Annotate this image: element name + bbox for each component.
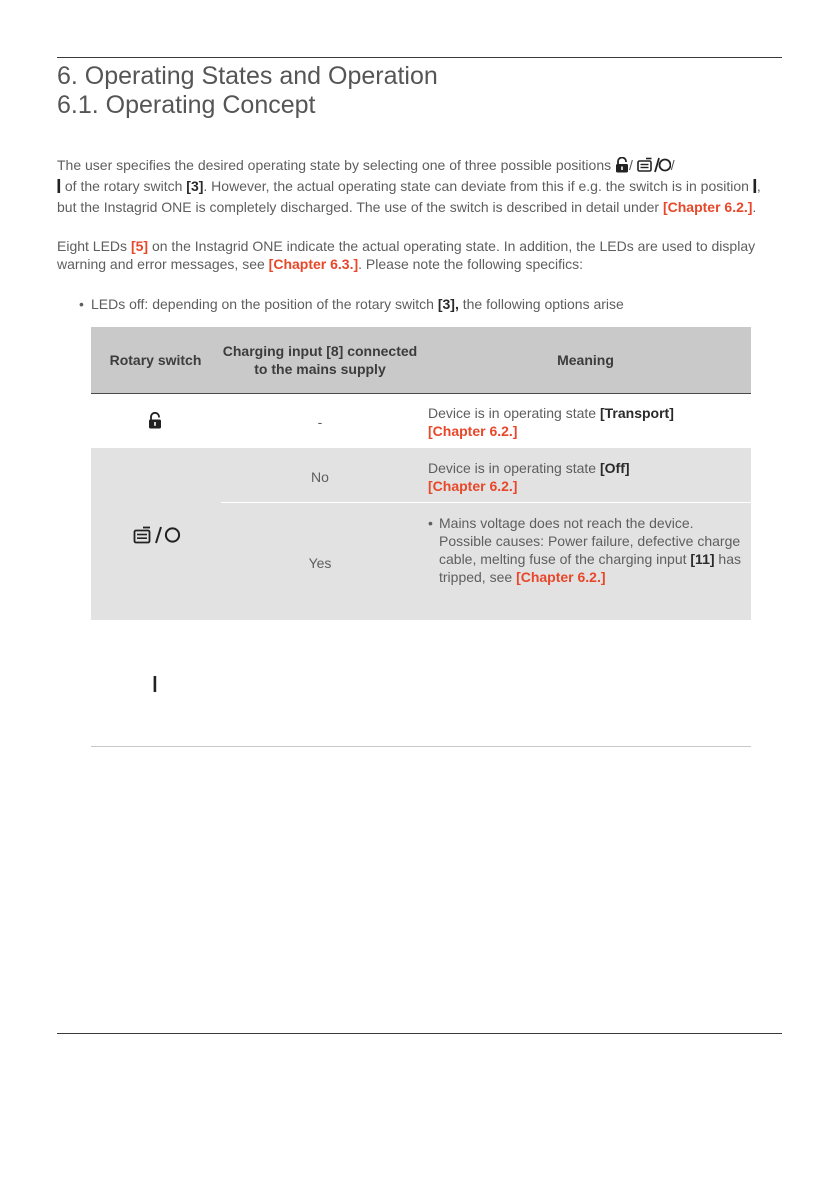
list-item: • LEDs off: depending on the position of the rotary switch [3], the following options arise — [79, 296, 624, 312]
table-header — [91, 327, 751, 394]
column-header-charging-input: Charging input [8] connected to the mains supply — [222, 343, 418, 377]
chapter-link[interactable]: [Chapter 6.2.] — [662, 199, 753, 215]
lock-icon — [148, 412, 162, 433]
bullet-dot: • — [428, 515, 433, 531]
table-row — [91, 620, 751, 747]
chapter-link[interactable]: [Chapter 6.3.] — [268, 256, 359, 272]
chapter-link[interactable]: [Chapter 6.2.] — [428, 423, 518, 439]
bottom-rule — [57, 1033, 782, 1034]
row-divider — [221, 502, 751, 503]
meaning-cell: • Mains voltage does not reach the device. Possible causes: Power failure, defective charge cable, melting fuse of the charging input [11] has tripped, see [Chapter 6.2.] — [428, 515, 741, 585]
top-rule — [57, 57, 782, 58]
meaning-cell: Device is in operating state [Transport] [Chapter 6.2.] — [428, 405, 674, 439]
battery-off-icon — [133, 525, 181, 549]
column-header-rotary-switch: Rotary switch — [109, 352, 202, 368]
battery-off-icon — [637, 157, 671, 177]
charging-value: - — [317, 414, 323, 430]
subsection-heading: 6.1. Operating Concept — [57, 91, 316, 119]
chapter-link[interactable]: [Chapter 6.2.] — [516, 569, 606, 585]
lock-icon — [615, 157, 629, 177]
bullet-dot: • — [79, 296, 84, 312]
meaning-cell: Device is in operating state [Off] [Chapter 6.2.] — [428, 460, 630, 494]
leds-paragraph: Eight LEDs [5] on the Instagrid ONE indicate the actual operating state. In addition, the LEDs are used to display warning and error messages, see [Chapter 6.3.]. Please note the following specifics: — [57, 238, 756, 272]
charging-value: Yes — [308, 555, 332, 571]
page-title — [57, 62, 438, 120]
section-heading: 6. Operating States and Operation — [57, 62, 438, 90]
table-row — [91, 394, 751, 448]
on-bar-icon — [153, 675, 157, 697]
chapter-link[interactable]: [Chapter 6.2.] — [428, 478, 518, 494]
intro-paragraph: The user specifies the desired operating state by selecting one of three possible positions / / of the rotary switch [3]. However, the actual operating state can deviate from this if e.g. the switch is in position , but the Instagrid ONE is completely discharged. The use of the switch is described in detail under [Chapter 6.2.]. — [57, 157, 761, 215]
column-header-meaning: Meaning — [557, 352, 614, 368]
table-row — [91, 448, 751, 620]
charging-value: No — [311, 469, 329, 485]
